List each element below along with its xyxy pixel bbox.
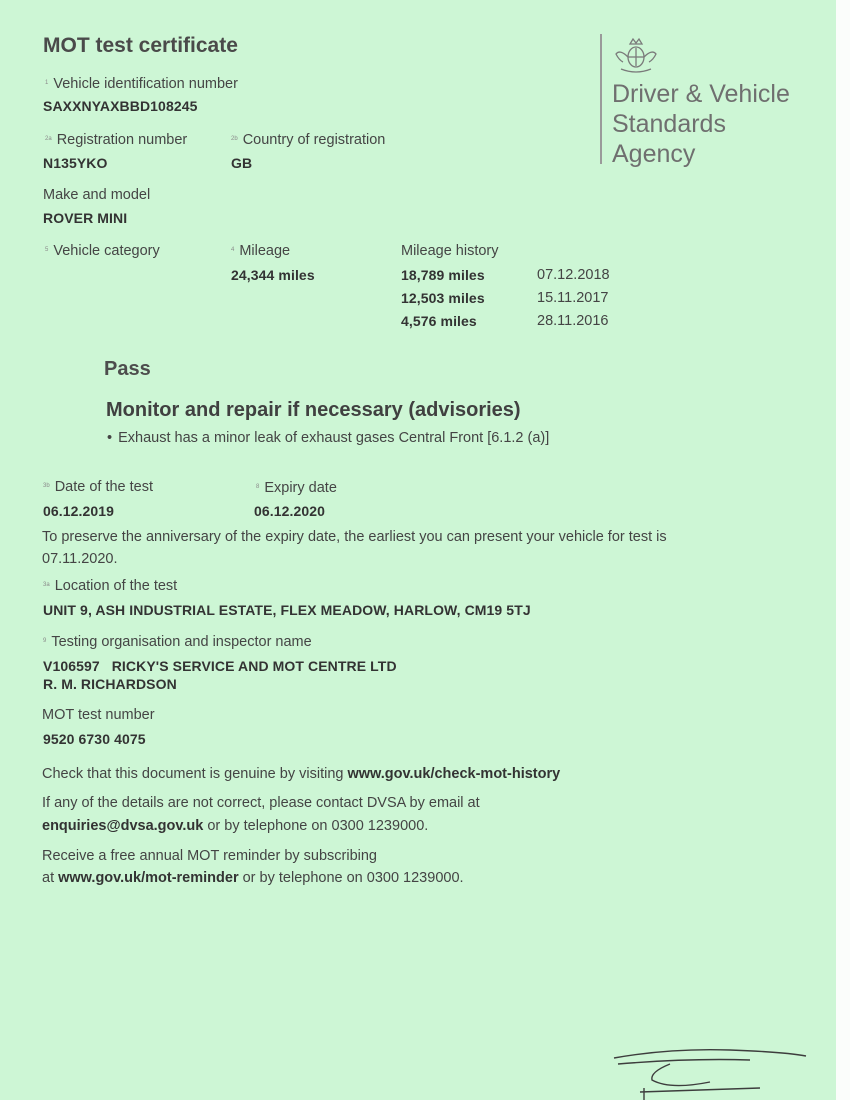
test-result: Pass: [104, 358, 151, 380]
contact-email-line: enquiries@dvsa.gov.uk or by telephone on 0300 1239000.: [42, 818, 429, 834]
country-value: GB: [231, 155, 253, 171]
history-row-date: 28.11.2016: [537, 313, 609, 329]
genuine-check-text: Check that this document is genuine by visiting www.gov.uk/check-mot-history: [42, 766, 561, 782]
check-mot-history-link[interactable]: www.gov.uk/check-mot-history: [347, 766, 561, 782]
anniversary-note: To preserve the anniversary of the expiry date, the earliest you can present your vehicle for test is: [42, 529, 667, 545]
history-row-date: 07.12.2018: [537, 267, 610, 283]
mot-reminder-link[interactable]: www.gov.uk/mot-reminder: [58, 870, 239, 886]
expiry-date-label: $^8$ Expiry date: [256, 480, 337, 496]
vin-value: SAXXNYAXBBD108245: [43, 98, 198, 114]
expiry-date-value: 06.12.2020: [254, 503, 326, 519]
test-number-value: 9520 6730 4075: [43, 731, 146, 747]
page-edge: [836, 0, 850, 1100]
vehicle-category-label: $^5$ Vehicle category: [45, 243, 160, 259]
mileage-value: 24,344 miles: [231, 267, 315, 283]
page-title: MOT test certificate: [43, 34, 238, 57]
vin-label: $^1$ Vehicle identification number: [45, 76, 238, 92]
history-row-date: 15.11.2017: [537, 290, 609, 306]
inspector-name: R. M. RICHARDSON: [43, 676, 177, 692]
advisory-heading: Monitor and repair if necessary (advisories): [106, 399, 521, 421]
history-row-miles: 4,576 miles: [401, 313, 477, 329]
reminder-text: Receive a free annual MOT reminder by subscribing: [42, 848, 378, 864]
reminder-link-line: at www.gov.uk/mot-reminder or by telephone on 0300 1239000.: [42, 870, 464, 886]
contact-text: If any of the details are not correct, please contact DVSA by email at: [42, 795, 480, 811]
logo-divider: [600, 34, 602, 164]
agency-name-line1: Driver & Vehicle: [612, 80, 790, 108]
signature-mark: [600, 1044, 815, 1100]
registration-value: N135YKO: [43, 155, 108, 171]
history-row-miles: 18,789 miles: [401, 267, 485, 283]
make-model-value: ROVER MINI: [43, 210, 128, 226]
bullet-icon: •: [107, 430, 113, 446]
mileage-label: $^4$ Mileage: [231, 243, 291, 259]
test-number-label: MOT test number: [42, 707, 155, 723]
location-value: UNIT 9, ASH INDUSTRIAL ESTATE, FLEX MEADOW, HARLOW, CM19 5TJ: [43, 602, 531, 618]
registration-label: $^{2a}$ Registration number: [45, 132, 188, 148]
organisation-value: V106597 RICKY'S SERVICE AND MOT CENTRE LTD: [43, 658, 397, 674]
agency-name-line3: Agency: [612, 140, 696, 168]
contact-email-link[interactable]: enquiries@dvsa.gov.uk: [42, 818, 204, 834]
advisory-item: • Exhaust has a minor leak of exhaust gases Central Front [6.1.2 (a)]: [107, 430, 550, 446]
organisation-label: $^9$ Testing organisation and inspector name: [43, 634, 312, 650]
mileage-history-label: Mileage history: [401, 243, 499, 259]
make-model-label: Make and model: [43, 187, 151, 203]
test-date-label: $^{3b}$ Date of the test: [43, 479, 154, 495]
country-label: $^{2b}$ Country of registration: [231, 132, 386, 148]
earliest-test-date: 07.11.2020.: [42, 551, 118, 567]
test-date-value: 06.12.2019: [43, 503, 115, 519]
history-row-miles: 12,503 miles: [401, 290, 485, 306]
location-label: $^{3a}$ Location of the test: [43, 578, 178, 594]
royal-crest-icon: [611, 36, 661, 76]
agency-name-line2: Standards: [612, 110, 726, 138]
